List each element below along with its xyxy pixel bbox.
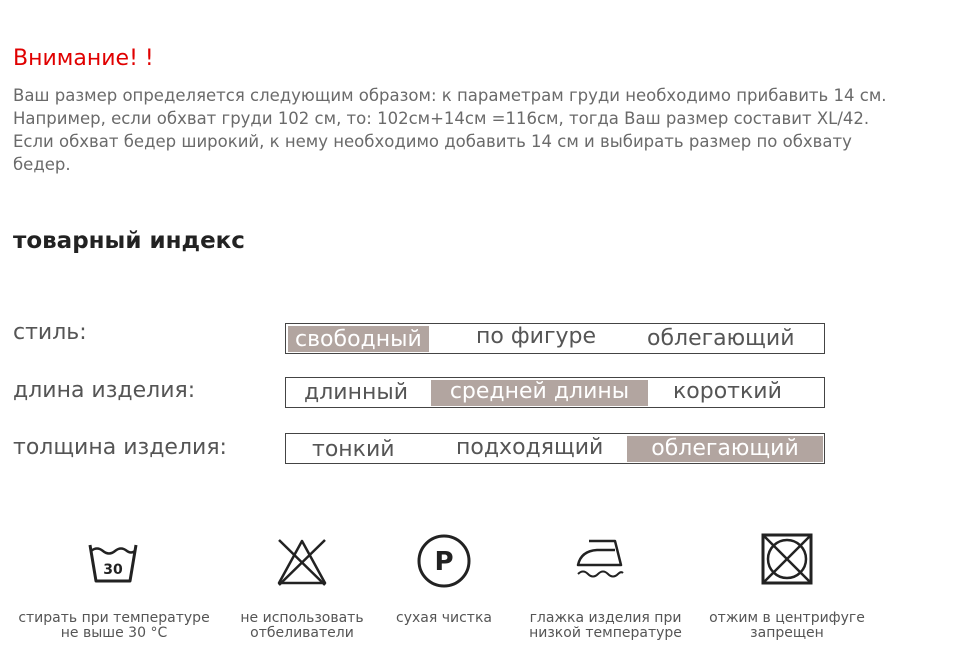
option-short: короткий <box>673 379 782 404</box>
option-medium: средней длины <box>431 380 648 406</box>
care-label-no-spin: отжим в центрифуге запрещен <box>709 610 865 641</box>
param-scale-style <box>285 323 825 354</box>
wash-30-icon <box>88 542 138 584</box>
param-scale-thickness <box>285 433 825 464</box>
iron-low-icon <box>575 537 625 581</box>
no-bleach-icon <box>276 537 328 587</box>
product-index-title: товарный индекс <box>13 228 245 254</box>
dry-clean-icon <box>416 533 472 589</box>
care-label-dry-clean: сухая чистка <box>396 610 492 626</box>
warning-title: Внимание! ! <box>13 46 154 71</box>
option-dense: облегающий <box>627 436 823 462</box>
care-label-wash: стирать при температуре не выше 30 °C <box>18 610 210 641</box>
option-fitted: по фигуре <box>476 324 597 349</box>
warning-text: Ваш размер определяется следующим образом: к параметрам груди необходимо прибавить 14 см. Например, если обхват груди 102 см, то: 102см+14см =116см, тогда Ваш размер составит XL/42. Если обхват бедер широкий, к нему необходимо добавить 14 см и выбирать размер по обхвату бедер. <box>13 86 887 174</box>
care-label-no-bleach: не использовать отбеливатели <box>240 610 364 641</box>
dry-clean-letter: P <box>434 547 454 577</box>
care-label-iron: глажка изделия при низкой температуре <box>529 610 682 641</box>
option-thin: тонкий <box>312 437 395 462</box>
param-label-style: стиль: <box>13 320 87 345</box>
option-tight: облегающий <box>647 326 795 351</box>
option-loose: свободный <box>288 326 429 352</box>
no-tumble-dry-icon <box>760 532 814 586</box>
option-suitable: подходящий <box>456 435 604 460</box>
param-label-length: длина изделия: <box>13 378 196 403</box>
param-scale-length <box>285 377 825 408</box>
param-label-thickness: толщина изделия: <box>13 435 227 460</box>
option-long: длинный <box>304 380 409 405</box>
wash-temperature-text: 30 <box>103 562 123 578</box>
